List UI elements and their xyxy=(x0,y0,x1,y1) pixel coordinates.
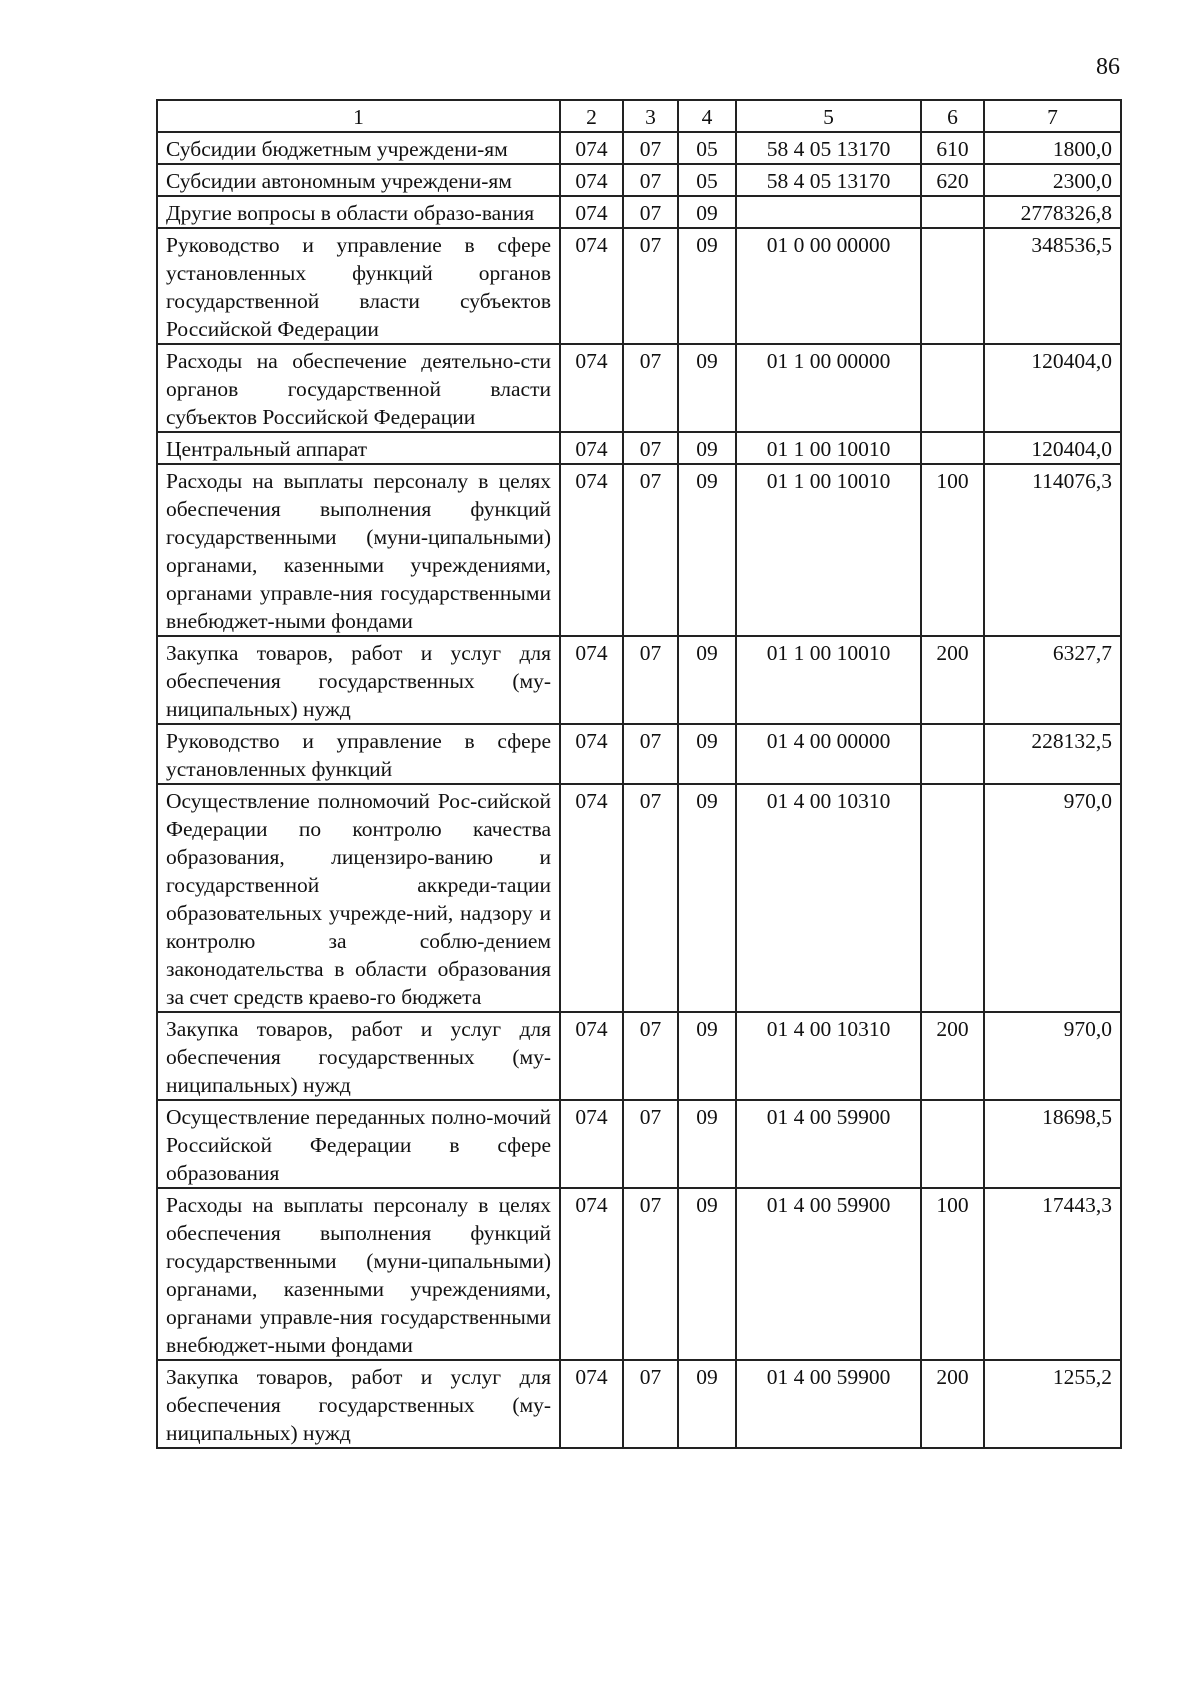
row-ved-cell: 074 xyxy=(560,344,623,432)
row-section-cell: 07 xyxy=(623,344,678,432)
row-target-article-cell: 01 1 00 10010 xyxy=(736,636,921,724)
row-name-cell: Расходы на обеспечение деятельно-сти органов государственной власти субъектов Российской Федерации xyxy=(157,344,560,432)
table-row xyxy=(157,784,1121,1012)
row-expense-type-cell xyxy=(921,196,984,228)
row-subsection-cell: 09 xyxy=(678,1360,736,1448)
row-expense-type-cell: 100 xyxy=(921,1188,984,1360)
row-subsection-cell: 09 xyxy=(678,1100,736,1188)
row-subsection-cell: 09 xyxy=(678,432,736,464)
table-row xyxy=(157,724,1121,784)
row-name-cell: Другие вопросы в области образо-вания xyxy=(157,196,560,228)
row-ved-cell: 074 xyxy=(560,132,623,164)
row-target-article-cell: 58 4 05 13170 xyxy=(736,132,921,164)
row-expense-type-cell: 610 xyxy=(921,132,984,164)
row-subsection-cell: 09 xyxy=(678,196,736,228)
table-row xyxy=(157,464,1121,636)
row-section-cell: 07 xyxy=(623,132,678,164)
row-amount-cell: 120404,0 xyxy=(984,344,1121,432)
table-row xyxy=(157,344,1121,432)
row-amount-cell: 228132,5 xyxy=(984,724,1121,784)
row-ved-cell: 074 xyxy=(560,724,623,784)
row-expense-type-cell: 620 xyxy=(921,164,984,196)
row-section-cell: 07 xyxy=(623,464,678,636)
row-target-article-cell: 01 1 00 00000 xyxy=(736,344,921,432)
row-expense-type-cell xyxy=(921,432,984,464)
row-amount-cell: 970,0 xyxy=(984,784,1121,1012)
row-subsection-cell: 09 xyxy=(678,344,736,432)
row-amount-cell: 1255,2 xyxy=(984,1360,1121,1448)
row-expense-type-cell: 200 xyxy=(921,636,984,724)
row-name-cell: Закупка товаров, работ и услуг для обеспечения государственных (му-ниципальных) нужд xyxy=(157,1012,560,1100)
table-row xyxy=(157,1360,1121,1448)
row-ved-cell: 074 xyxy=(560,1360,623,1448)
row-name-cell: Расходы на выплаты персоналу в целях обеспечения выполнения функций государственными (муни-ципальными) органами, казенными учреждениями, органами управле-ния государственными внебюджет-ными фондами xyxy=(157,1188,560,1360)
row-ved-cell: 074 xyxy=(560,1188,623,1360)
table-row xyxy=(157,228,1121,344)
row-section-cell: 07 xyxy=(623,164,678,196)
row-subsection-cell: 09 xyxy=(678,1012,736,1100)
table-row xyxy=(157,1012,1121,1100)
row-amount-cell: 6327,7 xyxy=(984,636,1121,724)
header-cell: 6 xyxy=(921,100,984,132)
row-section-cell: 07 xyxy=(623,636,678,724)
row-subsection-cell: 09 xyxy=(678,724,736,784)
row-amount-cell: 17443,3 xyxy=(984,1188,1121,1360)
header-cell: 1 xyxy=(157,100,560,132)
row-expense-type-cell: 200 xyxy=(921,1012,984,1100)
row-ved-cell: 074 xyxy=(560,1100,623,1188)
row-ved-cell: 074 xyxy=(560,164,623,196)
table-row xyxy=(157,132,1121,164)
row-amount-cell: 2300,0 xyxy=(984,164,1121,196)
row-amount-cell: 348536,5 xyxy=(984,228,1121,344)
row-subsection-cell: 09 xyxy=(678,1188,736,1360)
page-number: 86 xyxy=(1096,54,1120,80)
row-amount-cell: 120404,0 xyxy=(984,432,1121,464)
row-expense-type-cell xyxy=(921,784,984,1012)
row-ved-cell: 074 xyxy=(560,228,623,344)
row-name-cell: Субсидии автономным учреждени-ям xyxy=(157,164,560,196)
row-target-article-cell: 01 4 00 59900 xyxy=(736,1100,921,1188)
row-name-cell: Осуществление полномочий Рос-сийской Федерации по контролю качества образования, лицензиро-ванию и государственной аккреди-тации образовательных учрежде-ний, надзору и контролю за соблю-дением законодательства в области образования за счет средств краево-го бюджета xyxy=(157,784,560,1012)
header-cell: 7 xyxy=(984,100,1121,132)
table-row xyxy=(157,1188,1121,1360)
row-name-cell: Руководство и управление в сфере установленных функций органов государственной власти субъектов Российской Федерации xyxy=(157,228,560,344)
row-subsection-cell: 09 xyxy=(678,636,736,724)
row-name-cell: Субсидии бюджетным учреждени-ям xyxy=(157,132,560,164)
row-expense-type-cell: 100 xyxy=(921,464,984,636)
row-name-cell: Руководство и управление в сфере установленных функций xyxy=(157,724,560,784)
table-header-row xyxy=(157,100,1121,132)
row-amount-cell: 18698,5 xyxy=(984,1100,1121,1188)
row-target-article-cell: 01 4 00 10310 xyxy=(736,784,921,1012)
row-amount-cell: 114076,3 xyxy=(984,464,1121,636)
header-cell: 2 xyxy=(560,100,623,132)
table-row xyxy=(157,636,1121,724)
row-target-article-cell: 58 4 05 13170 xyxy=(736,164,921,196)
row-ved-cell: 074 xyxy=(560,464,623,636)
row-target-article-cell: 01 4 00 10310 xyxy=(736,1012,921,1100)
row-name-cell: Центральный аппарат xyxy=(157,432,560,464)
row-target-article-cell: 01 0 00 00000 xyxy=(736,228,921,344)
row-target-article-cell: 01 4 00 59900 xyxy=(736,1188,921,1360)
row-ved-cell: 074 xyxy=(560,784,623,1012)
row-section-cell: 07 xyxy=(623,1360,678,1448)
table-row xyxy=(157,164,1121,196)
row-section-cell: 07 xyxy=(623,1100,678,1188)
row-expense-type-cell xyxy=(921,1100,984,1188)
row-name-cell: Расходы на выплаты персоналу в целях обеспечения выполнения функций государственными (муни-ципальными) органами, казенными учреждениями, органами управле-ния государственными внебюджет-ными фондами xyxy=(157,464,560,636)
row-amount-cell: 1800,0 xyxy=(984,132,1121,164)
row-target-article-cell: 01 1 00 10010 xyxy=(736,432,921,464)
row-ved-cell: 074 xyxy=(560,196,623,228)
row-target-article-cell: 01 1 00 10010 xyxy=(736,464,921,636)
row-subsection-cell: 05 xyxy=(678,132,736,164)
header-cell: 5 xyxy=(736,100,921,132)
row-expense-type-cell xyxy=(921,228,984,344)
row-target-article-cell xyxy=(736,196,921,228)
row-section-cell: 07 xyxy=(623,228,678,344)
row-expense-type-cell xyxy=(921,724,984,784)
row-target-article-cell: 01 4 00 00000 xyxy=(736,724,921,784)
row-amount-cell: 970,0 xyxy=(984,1012,1121,1100)
table-row xyxy=(157,432,1121,464)
row-expense-type-cell xyxy=(921,344,984,432)
table-row xyxy=(157,196,1121,228)
row-section-cell: 07 xyxy=(623,724,678,784)
row-ved-cell: 074 xyxy=(560,1012,623,1100)
row-name-cell: Закупка товаров, работ и услуг для обеспечения государственных (му-ниципальных) нужд xyxy=(157,1360,560,1448)
row-section-cell: 07 xyxy=(623,1188,678,1360)
row-subsection-cell: 05 xyxy=(678,164,736,196)
row-subsection-cell: 09 xyxy=(678,464,736,636)
row-section-cell: 07 xyxy=(623,196,678,228)
row-name-cell: Осуществление переданных полно-мочий Российской Федерации в сфере образования xyxy=(157,1100,560,1188)
row-subsection-cell: 09 xyxy=(678,784,736,1012)
row-subsection-cell: 09 xyxy=(678,228,736,344)
row-target-article-cell: 01 4 00 59900 xyxy=(736,1360,921,1448)
row-ved-cell: 074 xyxy=(560,432,623,464)
row-section-cell: 07 xyxy=(623,1012,678,1100)
table-row xyxy=(157,1100,1121,1188)
header-cell: 4 xyxy=(678,100,736,132)
row-ved-cell: 074 xyxy=(560,636,623,724)
header-cell: 3 xyxy=(623,100,678,132)
row-section-cell: 07 xyxy=(623,432,678,464)
row-name-cell: Закупка товаров, работ и услуг для обеспечения государственных (му-ниципальных) нужд xyxy=(157,636,560,724)
budget-table xyxy=(156,99,1122,1449)
row-amount-cell: 2778326,8 xyxy=(984,196,1121,228)
row-section-cell: 07 xyxy=(623,784,678,1012)
row-expense-type-cell: 200 xyxy=(921,1360,984,1448)
